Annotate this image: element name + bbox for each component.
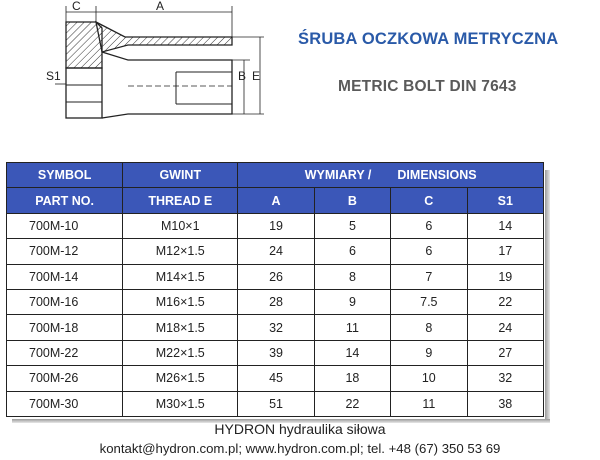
cell-part: 700M-30 (7, 391, 123, 416)
header-s1: S1 (467, 188, 543, 213)
dim-label-e: E (252, 69, 261, 83)
cell-c: 11 (391, 391, 467, 416)
cell-c: 7.5 (391, 289, 467, 314)
cell-b: 18 (314, 366, 390, 391)
cell-thread: M18×1.5 (123, 315, 238, 340)
cell-s1: 32 (467, 366, 543, 391)
cell-c: 6 (391, 239, 467, 264)
cell-s1: 19 (467, 264, 543, 289)
table-row (7, 239, 544, 264)
cell-a: 51 (238, 391, 314, 416)
cell-a: 19 (238, 213, 314, 238)
table-shadow-right (545, 170, 550, 420)
table-row (7, 315, 544, 340)
cell-thread: M16×1.5 (123, 289, 238, 314)
cell-c: 9 (391, 340, 467, 365)
cell-s1: 27 (467, 340, 543, 365)
bolt-head-section (66, 22, 232, 68)
cell-part: 700M-12 (7, 239, 123, 264)
cell-s1: 14 (467, 213, 543, 238)
cell-b: 8 (314, 264, 390, 289)
dimensions-table (6, 162, 544, 417)
header-gwint: GWINT (123, 163, 238, 188)
title-polish: ŚRUBA OCZKOWA METRYCZNA (298, 30, 559, 48)
cell-part: 700M-22 (7, 340, 123, 365)
cell-thread: M10×1 (123, 213, 238, 238)
header-a: A (238, 188, 314, 213)
cell-b: 9 (314, 289, 390, 314)
header-part-no: PART NO. (7, 188, 123, 213)
cell-part: 700M-18 (7, 315, 123, 340)
cell-thread: M14×1.5 (123, 264, 238, 289)
bolt-head-hex (66, 68, 102, 118)
cell-b: 14 (314, 340, 390, 365)
cell-thread: M30×1.5 (123, 391, 238, 416)
header-dimensions (238, 163, 544, 188)
header-dims-pl: WYMIARY / (304, 168, 372, 183)
cell-thread: M22×1.5 (123, 340, 238, 365)
cell-b: 5 (314, 213, 390, 238)
table-row (7, 366, 544, 391)
cell-a: 26 (238, 264, 314, 289)
table-row (7, 391, 544, 416)
cell-part: 700M-26 (7, 366, 123, 391)
cell-c: 6 (391, 213, 467, 238)
cell-s1: 17 (467, 239, 543, 264)
dim-label-b: B (238, 69, 247, 83)
bolt-drawing (0, 0, 285, 150)
cell-b: 11 (314, 315, 390, 340)
cell-s1: 22 (467, 289, 543, 314)
cell-a: 45 (238, 366, 314, 391)
dim-label-a: A (156, 0, 165, 13)
table-row (7, 289, 544, 314)
cell-a: 28 (238, 289, 314, 314)
cell-part: 700M-14 (7, 264, 123, 289)
cell-a: 39 (238, 340, 314, 365)
table-row (7, 340, 544, 365)
header-c: C (391, 188, 467, 213)
title-english: METRIC BOLT DIN 7643 (338, 78, 517, 95)
cell-thread: M12×1.5 (123, 239, 238, 264)
contact-info: kontakt@hydron.com.pl; www.hydron.com.pl; tel. +48 (67) 350 53 69 (99, 441, 501, 456)
header-b: B (314, 188, 390, 213)
cell-part: 700M-10 (7, 213, 123, 238)
company-name: HYDRON hydraulika siłowa (214, 421, 386, 437)
cell-s1: 24 (467, 315, 543, 340)
table-row (7, 213, 544, 238)
dim-label-c: C (72, 0, 81, 13)
cell-c: 8 (391, 315, 467, 340)
cell-a: 32 (238, 315, 314, 340)
cell-a: 24 (238, 239, 314, 264)
dim-label-s1: S1 (46, 69, 61, 83)
cell-thread: M26×1.5 (123, 366, 238, 391)
cell-s1: 38 (467, 391, 543, 416)
table-row (7, 264, 544, 289)
cell-c: 7 (391, 264, 467, 289)
header-dims-en: DIMENSIONS (397, 168, 477, 183)
cell-c: 10 (391, 366, 467, 391)
cell-b: 22 (314, 391, 390, 416)
bolt-shank (102, 52, 232, 118)
cell-b: 6 (314, 239, 390, 264)
cell-part: 700M-16 (7, 289, 123, 314)
header-symbol: SYMBOL (7, 163, 123, 188)
header-thread: THREAD E (123, 188, 238, 213)
